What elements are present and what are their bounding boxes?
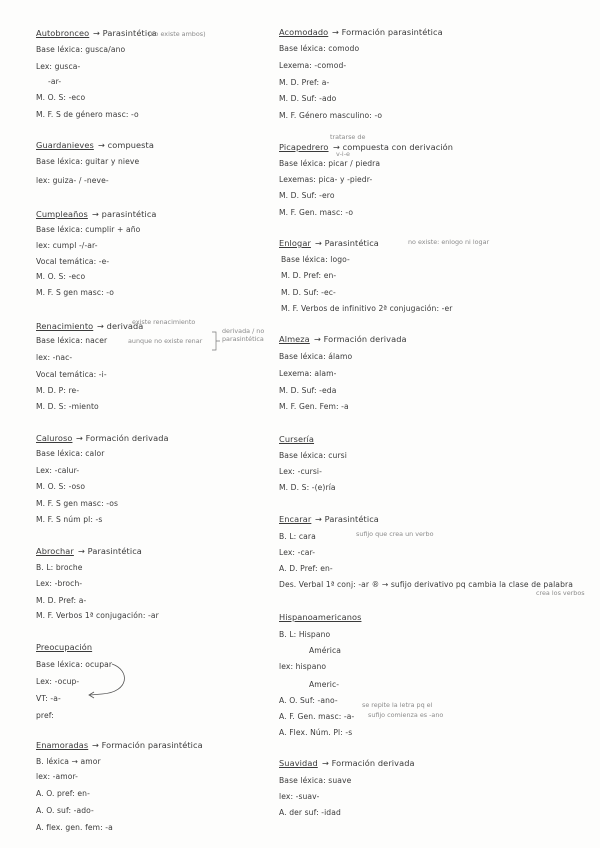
entry-word: Encarar xyxy=(279,514,312,524)
annotation-note: (no existe ambos) xyxy=(148,30,206,38)
analysis-line: M. D. Suf: -ec- xyxy=(281,288,336,297)
analysis-line: Vocal temática: -i- xyxy=(36,370,107,379)
analysis-line: Base léxica: suave xyxy=(279,776,352,785)
entry-word: Picapedrero xyxy=(279,142,329,152)
analysis-line: Base léxica: ocupar xyxy=(36,660,113,669)
analysis-line: M. F. S núm pl: -s xyxy=(36,515,103,524)
analysis-line: M. D. Pref: a- xyxy=(36,596,87,605)
bracket-icon xyxy=(210,330,222,354)
analysis-line: lex: cumpl -/-ar- xyxy=(36,241,98,250)
entry-word: Cursería xyxy=(279,434,315,444)
analysis-line: VT: -a- xyxy=(36,694,61,703)
entry-type: → Formación derivada xyxy=(322,758,415,768)
entry-type: → compuesta xyxy=(98,140,154,150)
analysis-line: A. F. Gen. masc: -a- xyxy=(279,712,355,721)
analysis-line: B. léxica → amor xyxy=(36,757,101,766)
analysis-line: Americ- xyxy=(309,680,340,689)
analysis-line: M. O. S: -eco xyxy=(36,93,86,102)
analysis-line: A. D. Pref: en- xyxy=(279,564,333,573)
entry-word: Cumpleaños xyxy=(36,209,88,219)
annotation-note: sufijo comienza es -ano xyxy=(368,711,444,719)
analysis-line: Lex: -broch- xyxy=(36,579,83,588)
analysis-line: Base léxica: cumplir + año xyxy=(36,225,141,234)
entry-word: Renacimiento xyxy=(36,321,94,331)
analysis-line: M. D. Suf: -ado xyxy=(279,94,337,103)
analysis-line: M. F. S gen masc: -os xyxy=(36,499,119,508)
entry-type: → parasintética xyxy=(92,209,157,219)
entry-word: Almeza xyxy=(279,334,310,344)
analysis-line: A. flex. gen. fem: -a xyxy=(36,823,113,832)
analysis-line: M. D. S: -(e)ría xyxy=(279,483,336,492)
entry-type: → derivada xyxy=(97,321,144,331)
analysis-line: Vocal temática: -e- xyxy=(36,257,110,266)
annotation-note: tratarse de xyxy=(330,133,366,141)
analysis-line: Lex: -cursi- xyxy=(279,467,322,476)
entry-word: Caluroso xyxy=(36,433,73,443)
analysis-line: M. D. S: -miento xyxy=(36,402,99,411)
analysis-line: M. O. S: -oso xyxy=(36,482,86,491)
analysis-line: Lex: -calur- xyxy=(36,466,80,475)
analysis-line: M. F. Verbos 1ª conjugación: -ar xyxy=(36,611,159,620)
entry-word: Autobronceo xyxy=(36,28,90,38)
analysis-line: lex: hispano xyxy=(279,662,327,671)
analysis-line: Lexema: -comod- xyxy=(279,61,347,70)
entry-word: Hispanoamericanos xyxy=(279,612,362,622)
annotation-note: aunque no existe renar xyxy=(128,337,203,345)
annotation-note: v-i-e xyxy=(336,150,350,158)
entry-type: → compuesta con derivación xyxy=(333,142,454,152)
annotation-note: sufijo que crea un verbo xyxy=(356,530,434,538)
analysis-line: M. F. Género masculino: -o xyxy=(279,111,383,120)
analysis-line: Base léxica: álamo xyxy=(279,352,353,361)
annotation-note: derivada / no parasintética xyxy=(222,327,265,343)
analysis-line: M. F. S de género masc: -o xyxy=(36,110,139,119)
analysis-line: Base léxica: comodo xyxy=(279,44,360,53)
entry-type: → Parasintética xyxy=(78,546,142,556)
analysis-line: B. L: cara xyxy=(279,532,316,541)
analysis-line: Base léxica: calor xyxy=(36,449,105,458)
analysis-line: pref: xyxy=(36,711,54,720)
analysis-line: Base léxica: cursi xyxy=(279,451,347,460)
analysis-line: -ar- xyxy=(48,77,62,86)
entry-word: Preocupación xyxy=(36,642,93,652)
curved-arrow-icon xyxy=(82,662,142,702)
analysis-line: Lex: -ocup- xyxy=(36,677,80,686)
entry-word: Acomodado xyxy=(279,27,329,37)
analysis-line: América xyxy=(309,646,342,655)
analysis-line: Lex: gusca- xyxy=(36,62,81,71)
analysis-line: Base léxica: gusca/ano xyxy=(36,45,126,54)
analysis-line: lex: -suav- xyxy=(279,792,320,801)
entry-type: → Parasintética xyxy=(315,514,379,524)
analysis-line: Base léxica: guitar y nieve xyxy=(36,157,140,166)
analysis-line: M. F. Verbos de infinitivo 2ª conjugación: -er xyxy=(281,304,453,313)
analysis-line: M. F. Gen. Fem: -a xyxy=(279,402,349,411)
analysis-line: M. D. Suf: -eda xyxy=(279,386,337,395)
analysis-line: M. F. Gen. masc: -o xyxy=(279,208,354,217)
entry-type: → Formación derivada xyxy=(314,334,407,344)
entry-type: → Formación derivada xyxy=(76,433,169,443)
entry-word: Enlogar xyxy=(279,238,311,248)
entry-type: → Parasintética xyxy=(93,28,157,38)
analysis-line: M. D. Suf: -ero xyxy=(279,191,335,200)
entry-type: → Formación parasintética xyxy=(92,740,203,750)
analysis-line: Base léxica: picar / piedra xyxy=(279,159,381,168)
entry-word: Guardanieves xyxy=(36,140,94,150)
analysis-line: B. L: broche xyxy=(36,563,83,572)
analysis-line: A. O. suf: -ado- xyxy=(36,806,94,815)
analysis-line: M. D. Pref: en- xyxy=(281,271,337,280)
analysis-line: M. D. P: re- xyxy=(36,386,80,395)
entry-type: → Parasintética xyxy=(315,238,379,248)
annotation-note: existe renacimiento xyxy=(132,318,196,326)
analysis-line: lex: -nac- xyxy=(36,353,73,362)
analysis-line: Lex: -car- xyxy=(279,548,316,557)
annotation-note: crea los verbos xyxy=(536,589,585,597)
analysis-line: lex: -amor- xyxy=(36,772,79,781)
analysis-line: Des. Verbal 1ª conj: -ar ® → sufijo derivativo pq cambia la clase de palabra xyxy=(279,580,573,589)
analysis-line: B. L: Hispano xyxy=(279,630,331,639)
analysis-line: A. O. pref: en- xyxy=(36,789,90,798)
analysis-line: A. Flex. Núm. Pl: -s xyxy=(279,728,353,737)
analysis-line: Lexema: alam- xyxy=(279,369,337,378)
annotation-note: se repite la letra pq el xyxy=(362,701,433,709)
analysis-line: M. O. S: -eco xyxy=(36,272,86,281)
entry-word: Suavidad xyxy=(279,758,318,768)
analysis-line: A. der suf: -idad xyxy=(279,808,341,817)
analysis-line: Base léxica: logo- xyxy=(281,255,350,264)
analysis-line: Base léxica: nacer xyxy=(36,336,108,345)
analysis-line: A. O. Suf: -ano- xyxy=(279,696,338,705)
analysis-line: M. D. Pref: a- xyxy=(279,78,330,87)
analysis-line: M. F. S gen masc: -o xyxy=(36,288,114,297)
entry-word: Enamoradas xyxy=(36,740,89,750)
entry-type: → Formación parasintética xyxy=(332,27,443,37)
entry-word: Abrochar xyxy=(36,546,74,556)
analysis-line: lex: guiza- / -neve- xyxy=(36,176,109,185)
analysis-line: Lexemas: pica- y -piedr- xyxy=(279,175,373,184)
annotation-note: no existe: enlogo ni logar xyxy=(408,238,490,246)
